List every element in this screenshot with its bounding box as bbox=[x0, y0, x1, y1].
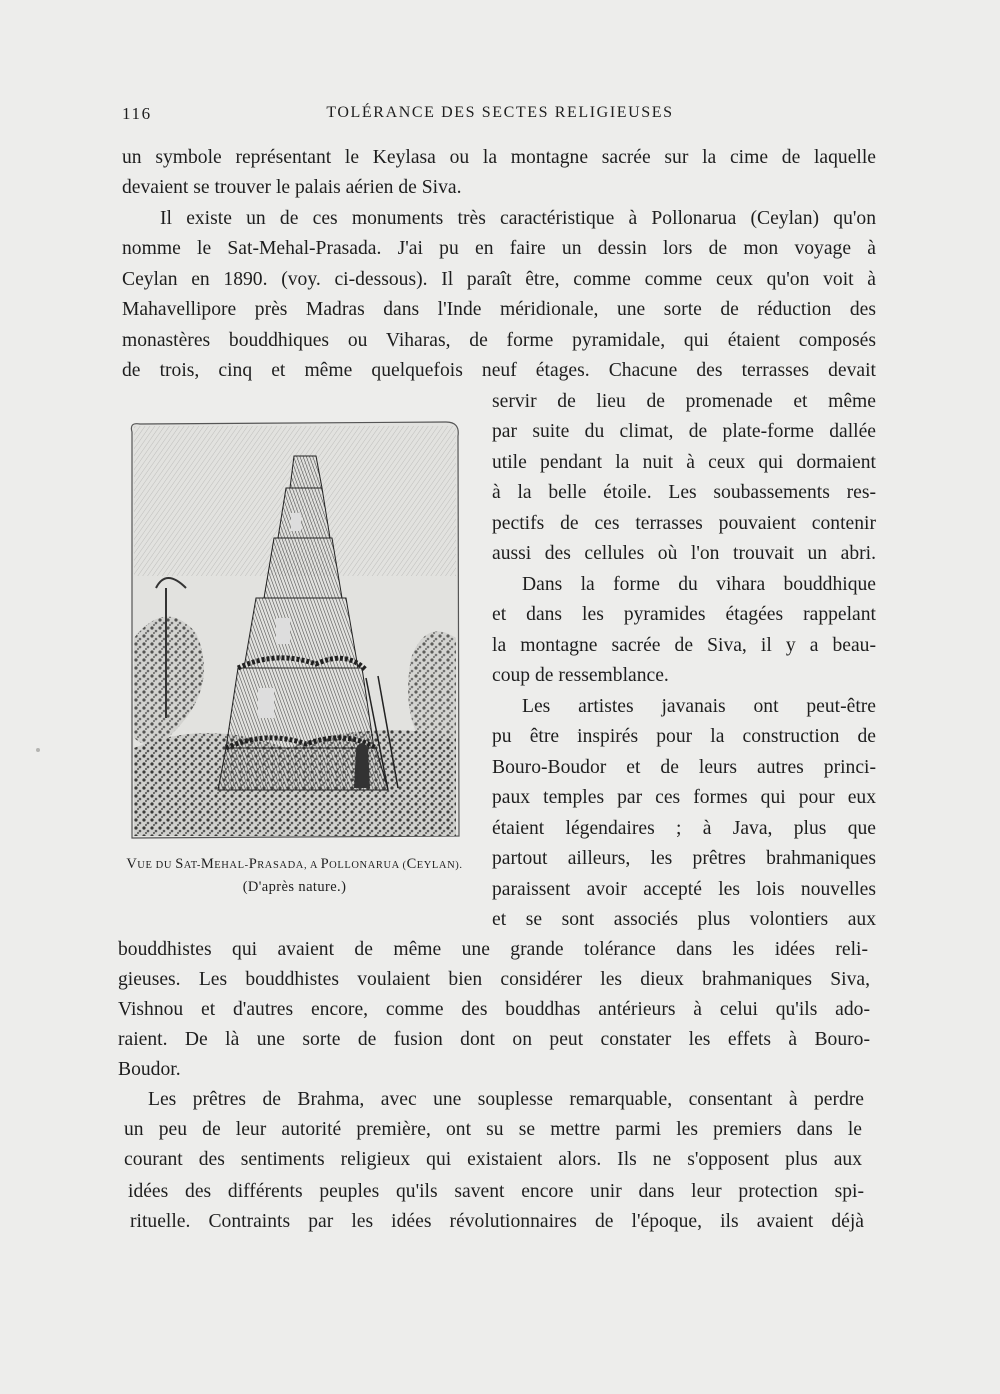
text-line: courant des sentiments religieux qui existaient alors. Ils ne s'opposent plus aux bbox=[124, 1149, 862, 1170]
figure-caption-note: (D'après nature.) bbox=[242, 879, 347, 895]
text-line: et dans les pyramides étagées rappelant bbox=[492, 604, 876, 625]
text-line: nomme le Sat-Mehal-Prasada. J'ai pu en faire un dessin lors de mon voyage à bbox=[122, 238, 876, 259]
text-line: partout ailleurs, les prêtres brahmaniques bbox=[492, 848, 876, 869]
text-line: Les prêtres de Brahma, avec une souplesse remarquable, consentant à perdre bbox=[148, 1089, 864, 1110]
text-line: utile pendant la nuit à ceux qui dormaient bbox=[492, 452, 876, 473]
text-line: pectifs de ces terrasses pouvaient contenir bbox=[492, 513, 876, 534]
text-line: Ceylan en 1890. (voy. ci-dessous). Il paraît être, comme comme ceux qu'on voit à bbox=[122, 269, 876, 290]
text-line: gieuses. Les bouddhistes voulaient bien considérer les dieux brahmaniques Siva, bbox=[118, 969, 870, 990]
text-line: Les artistes javanais ont peut-être bbox=[522, 696, 876, 717]
text-line: aussi des cellules où l'on trouvait un abri. bbox=[492, 543, 876, 564]
text-line: la montagne sacrée de Siva, il y a beau- bbox=[492, 635, 876, 656]
text-line: raient. De là une sorte de fusion dont on peut constater les effets à Bouro- bbox=[118, 1029, 870, 1050]
engraving-illustration bbox=[126, 418, 462, 842]
text-line: coup de ressemblance. bbox=[492, 665, 669, 686]
text-line: Il existe un de ces monuments très caractéristique à Pollonarua (Ceylan) qu'on bbox=[160, 208, 876, 229]
text-line: Mahavellipore près Madras dans l'Inde méridionale, une sorte de réduction des bbox=[122, 299, 876, 320]
page-header bbox=[122, 100, 878, 130]
paper-speck bbox=[36, 748, 40, 752]
text-line: à la belle étoile. Les soubassements res- bbox=[492, 482, 876, 503]
text-line: Bouro-Boudor et de leurs autres princi- bbox=[492, 757, 876, 778]
text-line: paraissent avoir accepté les lois nouvelles bbox=[492, 879, 876, 900]
text-line: un peu de leur autorité première, ont su se mettre parmi les premiers dans le bbox=[124, 1119, 862, 1140]
text-line: devaient se trouver le palais aérien de Siva. bbox=[122, 177, 462, 198]
text-line: par suite du climat, de plate-forme dallée bbox=[492, 421, 876, 442]
figure-caption-title: VUE DU SAT-MEHAL-PRASADA, A POLLONARUA (CEYLAN). bbox=[126, 856, 463, 872]
text-line: Dans la forme du vihara bouddhique bbox=[522, 574, 876, 595]
text-line: paux temples par ces formes qui pour eux bbox=[492, 787, 876, 808]
text-line: Boudor. bbox=[118, 1059, 181, 1080]
text-line: monastères bouddhiques ou Viharas, de forme pyramidale, qui étaient composés bbox=[122, 330, 876, 351]
page-number: 116 bbox=[122, 104, 152, 123]
text-line: un symbole représentant le Keylasa ou la montagne sacrée sur la cime de laquelle bbox=[122, 147, 876, 168]
text-line: pu être inspirés pour la construction de bbox=[492, 726, 876, 747]
text-line: de trois, cinq et même quelquefois neuf étages. Chacune des terrasses devait bbox=[122, 360, 876, 381]
text-line: idées des différents peuples qu'ils savent encore unir dans leur protection spi- bbox=[128, 1181, 864, 1202]
text-line: étaient légendaires ; à Java, plus que bbox=[492, 818, 876, 839]
text-line: servir de lieu de promenade et même bbox=[492, 391, 876, 412]
running-title: TOLÉRANCE DES SECTES RELIGIEUSES bbox=[326, 104, 674, 121]
text-line: rituelle. Contraints par les idées révolutionnaires de l'époque, ils avaient déjà bbox=[130, 1211, 864, 1232]
text-line: bouddhistes qui avaient de même une grande tolérance dans les idées reli- bbox=[118, 939, 868, 960]
text-line: et se sont associés plus volontiers aux bbox=[492, 909, 876, 930]
text-line: Vishnou et d'autres encore, comme des bouddhas antérieurs à celui qu'ils ado- bbox=[118, 999, 870, 1020]
